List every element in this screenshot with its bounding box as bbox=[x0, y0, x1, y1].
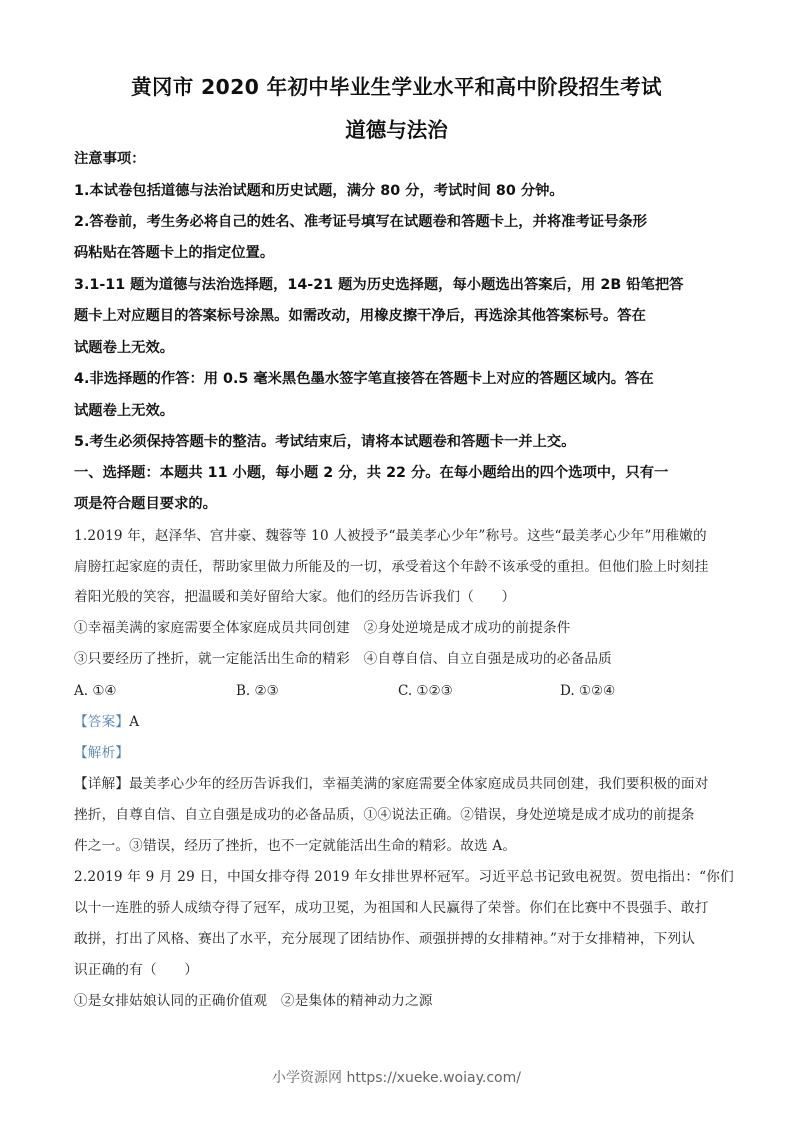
notice-line: 试题卷上无效。 bbox=[74, 403, 175, 419]
section-heading: 一、选择题：本题共 11 小题，每小题 2 分，共 22 分。在每小题给出的四个选项中，只有一 bbox=[74, 465, 669, 481]
question-stem: 以十一连胜的骄人成绩夺得了冠军，成功卫冕，为祖国和人民赢得了荣誉。你们在比赛中不畏强手、敢打 bbox=[74, 900, 709, 916]
question-stem: 肩膀扛起家庭的责任，帮助家里做力所能及的一切，承受着这个年龄不该承受的重担。但他们脸上时刻挂 bbox=[74, 559, 709, 575]
subject-title: 道德与法治 bbox=[345, 118, 448, 142]
notice-line: 试题卷上无效。 bbox=[74, 340, 175, 356]
question-statement: ①幸福美满的家庭需要全体家庭成员共同创建 ②身处逆境是成才成功的前提条件 bbox=[74, 620, 571, 636]
notice-line: 3.1-11 题为道德与法治选择题，14-21 题为历史选择题，每小题选出答案后，用 2B 铅笔把答 bbox=[74, 277, 684, 293]
question-stem: 2.2019 年 9 月 29 日，中国女排夺得 2019 年女排世界杯冠军。习近平总书记致电祝贺。贺电指出：“你们 bbox=[74, 869, 734, 885]
notice-line: 4.非选择题的作答：用 0.5 毫米黑色墨水签字笔直接答在答题卡上对应的答题区域内。答在 bbox=[74, 371, 654, 387]
detail-line: 件之一。③错误，经历了挫折，也不一定就能活出生命的精彩。故选 A。 bbox=[74, 838, 517, 854]
answer-options bbox=[74, 682, 722, 700]
notice-heading: 注意事项： bbox=[74, 151, 146, 167]
answer-label: 【答案】 bbox=[74, 714, 130, 730]
notice-line: 题卡上对应题目的答案标号涂黑。如需改动，用橡皮擦干净后，再选涂其他答案标号。答在 bbox=[74, 308, 646, 324]
detail-line: 挫折，自尊自信、自立自强是成功的必备品质，①④说法正确。②错误，身处逆境是成才成功的前提条 bbox=[74, 807, 695, 823]
notice-line: 2.答卷前，考生务必将自己的姓名、准考证号填写在试题卷和答题卡上，并将准考证号条形 bbox=[74, 214, 647, 230]
footer-watermark: 小学资源网 https://xueke.woiay.com/ bbox=[272, 1070, 521, 1086]
answer-value: A bbox=[129, 714, 140, 730]
answer-line bbox=[74, 713, 724, 731]
option-b: B. ②③ bbox=[236, 683, 279, 699]
option-d: D. ①②④ bbox=[560, 683, 616, 699]
question-stem: 着阳光般的笑容，把温暖和美好留给大家。他们的经历告诉我们（ ） bbox=[74, 589, 516, 605]
notice-line: 5.考生必须保持答题卡的整洁。考试结束后，请将本试题卷和答题卡一并上交。 bbox=[74, 434, 576, 450]
analysis-label: 【解析】 bbox=[74, 745, 130, 761]
question-statement: ③只要经历了挫折，就一定能活出生命的精彩 ④自尊自信、自立自强是成功的必备品质 bbox=[74, 651, 612, 667]
notice-line: 1.本试卷包括道德与法治试题和历史试题，满分 80 分，考试时间 80 分钟。 bbox=[74, 183, 564, 199]
question-stem: 敢拼，打出了风格、赛出了水平，充分展现了团结协作、顽强拼搏的女排精神。”对于女排精神，下列认 bbox=[74, 931, 696, 947]
exam-title: 黄冈市 2020 年初中毕业生学业水平和高中阶段招生考试 bbox=[131, 75, 662, 99]
option-a: A. ①④ bbox=[74, 683, 117, 699]
question-stem: 识正确的有（ ） bbox=[74, 962, 199, 978]
question-stem: 1.2019 年，赵泽华、宫井豪、魏蓉等 10 人被授予“最美孝心少年”称号。这些“最美孝心少年”用稚嫩的 bbox=[74, 528, 707, 544]
section-heading: 项是符合题目要求的。 bbox=[74, 496, 217, 512]
detail-line: 【详解】最美孝心少年的经历告诉我们，幸福美满的家庭需要全体家庭成员共同创建，我们要积极的面对 bbox=[74, 776, 709, 792]
notice-line: 码粘贴在答题卡上的指定位置。 bbox=[74, 245, 275, 261]
question-statement: ①是女排姑娘认同的正确价值观 ②是集体的精神动力之源 bbox=[74, 993, 433, 1009]
option-c: C. ①②③ bbox=[398, 683, 453, 699]
